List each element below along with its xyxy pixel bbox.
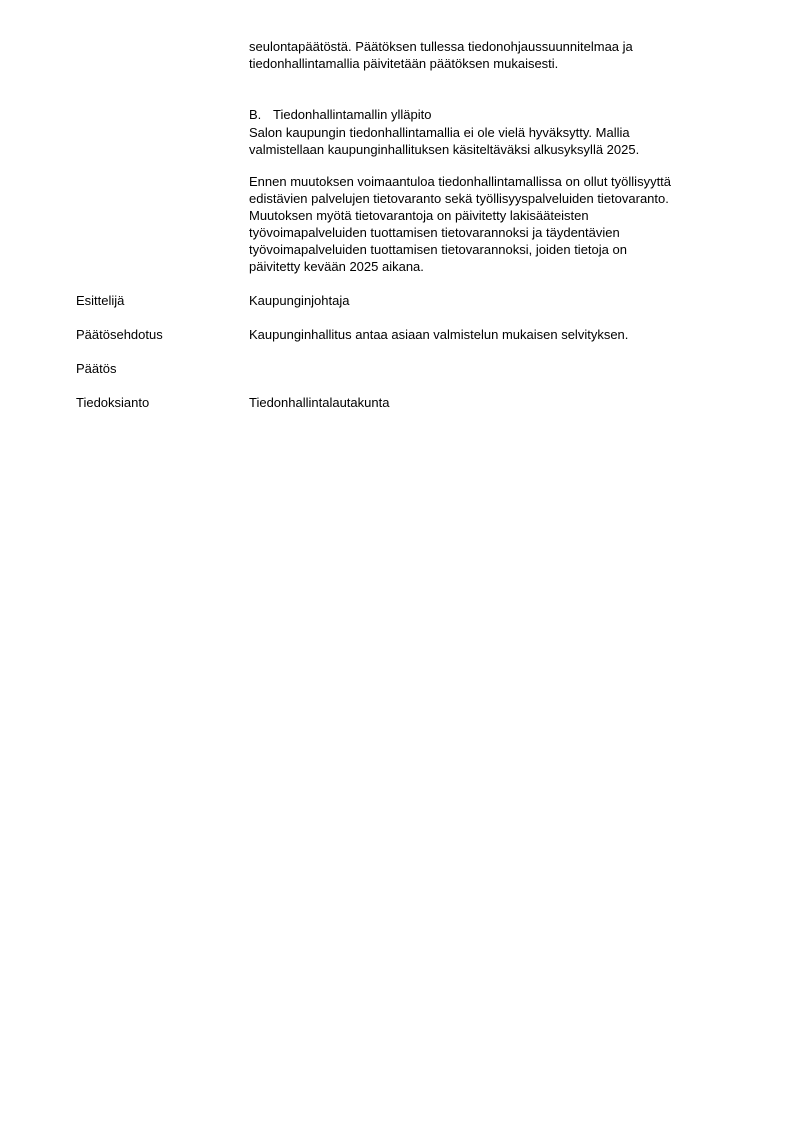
field-row-tiedoksianto xyxy=(0,394,794,411)
intro-paragraph: seulontapäätöstä. Päätöksen tullessa tiedonohjaussuunnitelmaa ja tiedonhallintamallia päivitetään päätöksen mukaisesti. xyxy=(249,39,633,71)
field-row-paatosehdotus xyxy=(0,326,794,343)
field-value-esittelija: Kaupunginjohtaja xyxy=(249,293,350,308)
field-value-tiedoksianto: Tiedonhallintalautakunta xyxy=(249,395,390,410)
field-row-esittelija xyxy=(0,292,794,309)
field-row-paatos xyxy=(0,360,794,377)
intro-paragraph-block xyxy=(249,38,739,72)
section-letter: B. xyxy=(249,107,262,122)
paragraph-2: Salon kaupungin tiedonhallintamallia ei ole vielä hyväksytty. Mallia valmistellaan kaupunginhallituksen käsiteltäväksi alkusyksyllä 2025. xyxy=(249,125,640,157)
paragraph-2-block xyxy=(249,124,739,158)
paragraph-3: Ennen muutoksen voimaantuloa tiedonhallintamallissa on ollut työllisyyttä edistävien palvelujen tietovaranto sekä työllisyyspalveluiden tietovaranto. Muutoksen myötä tietovarantoja on päivitetty lakisääteisten työvoimapalveluiden tuottamisen tietovarannoksi ja täydentävien työvoimapalveluiden tuottamisen tietovarannoksi, joiden tietoja on päivitetty kevään 2025 aikana. xyxy=(249,174,672,274)
section-title: Tiedonhallintamallin ylläpito xyxy=(273,107,432,122)
field-label-paatosehdotus: Päätösehdotus xyxy=(76,327,163,342)
field-value-paatosehdotus: Kaupunginhallitus antaa asiaan valmistelun mukaisen selvityksen. xyxy=(249,327,629,342)
paragraph-3-block xyxy=(249,173,739,275)
field-label-esittelija: Esittelijä xyxy=(76,293,125,308)
section-heading-b xyxy=(249,89,739,123)
field-label-tiedoksianto: Tiedoksianto xyxy=(76,395,150,410)
field-label-paatos: Päätös xyxy=(76,361,117,376)
